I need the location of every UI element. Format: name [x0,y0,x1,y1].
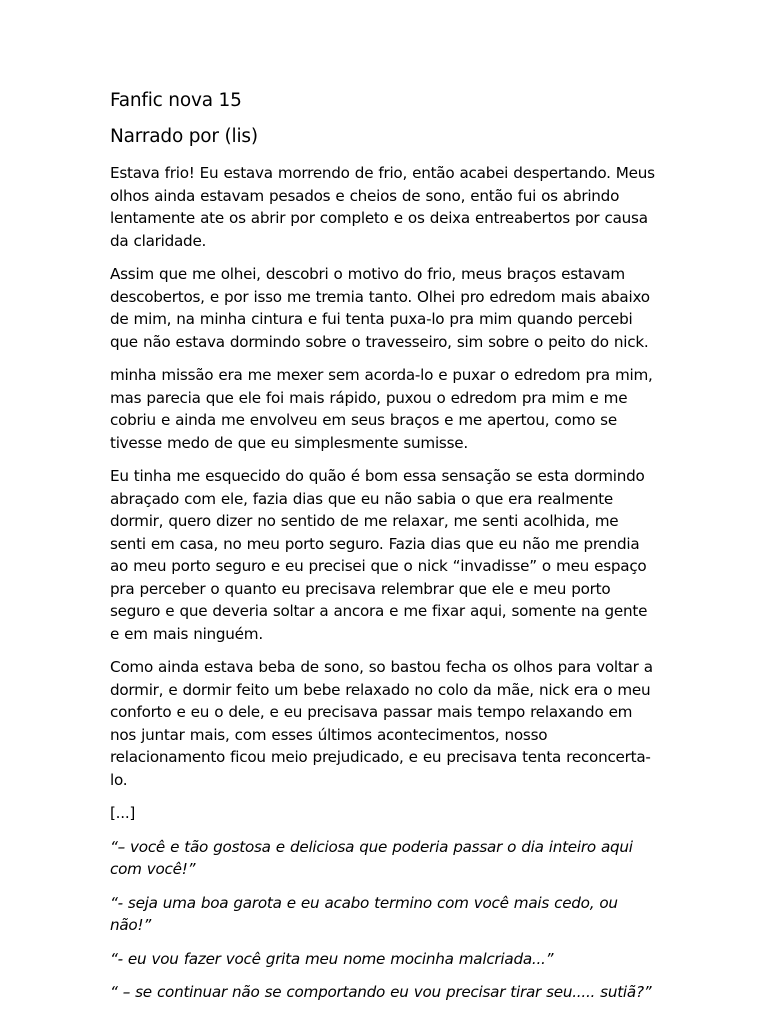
paragraph: minha missão era me mexer sem acorda-lo e puxar o edredom pra mim, mas parecia que ele foi mais rápido, puxou o edredom pra mim e me cobriu e ainda me envolveu em seus braços e me apertou, como se tivesse medo de que eu simplesmente sumisse. [110,366,653,452]
paragraph: Assim que me olhei, descobri o motivo do frio, meus braços estavam descobertos, e por isso me tremia tanto. Olhei pro edredom mais abaixo de mim, na minha cintura e fui tenta puxa-lo pra mim quando percebi que não estava dormindo sobre o travesseiro, sim sobre o peito do nick. [110,265,650,351]
paragraph: Como ainda estava beba de sono, so bastou fecha os olhos para voltar a dormir, e dormir feito um bebe relaxado no colo da mãe, nick era o meu conforto e eu o dele, e eu precisava passar mais tempo relaxando em nos juntar mais, com esses últimos acontecimentos, nosso relacionamento ficou meio prejudicado, e eu precisava tenta reconcerta-lo. [110,658,653,789]
ellipsis-marker: [...] [110,804,136,822]
paragraph: Eu tinha me esquecido do quão é bom essa sensação se esta dormindo abraçado com ele, fazia dias que eu não sabia o que era realmente dormir, quero dizer no sentido de me relaxar, me senti acolhida, me senti em casa, no meu porto seguro. Fazia dias que eu não me prendia ao meu porto seguro e eu precisei que o nick “invadisse” o meu espaço pra perceber o quanto eu precisava relembrar que ele e meu porto seguro e que deveria soltar a ancora e me fixar aqui, somente na gente e em mais ninguém. [110,467,648,643]
dialogue-line: “– você e tão gostosa e deliciosa que poderia passar o dia inteiro aqui com você!” [110,837,633,878]
paragraph: Estava frio! Eu estava morrendo de frio, então acabei despertando. Meus olhos ainda estavam pesados e cheios de sono, então fui os abrindo lentamente ate os abrir por completo e os deixa entreabertos por causa da claridade. [110,164,655,250]
dialogue-line: “- seja uma boa garota e eu acabo termino com você mais cedo, ou não!” [110,893,618,934]
document-subtitle: Narrado por (lis) [110,126,258,147]
dialogue-line: “- eu vou fazer você grita meu nome mocinha malcriada...” [110,949,554,968]
dialogue-line: “ – se continuar não se comportando eu vou precisar tirar seu..... sutiã?” [110,983,652,1001]
document-page [110,88,658,1015]
document-title: Fanfic nova 15 [110,90,242,111]
